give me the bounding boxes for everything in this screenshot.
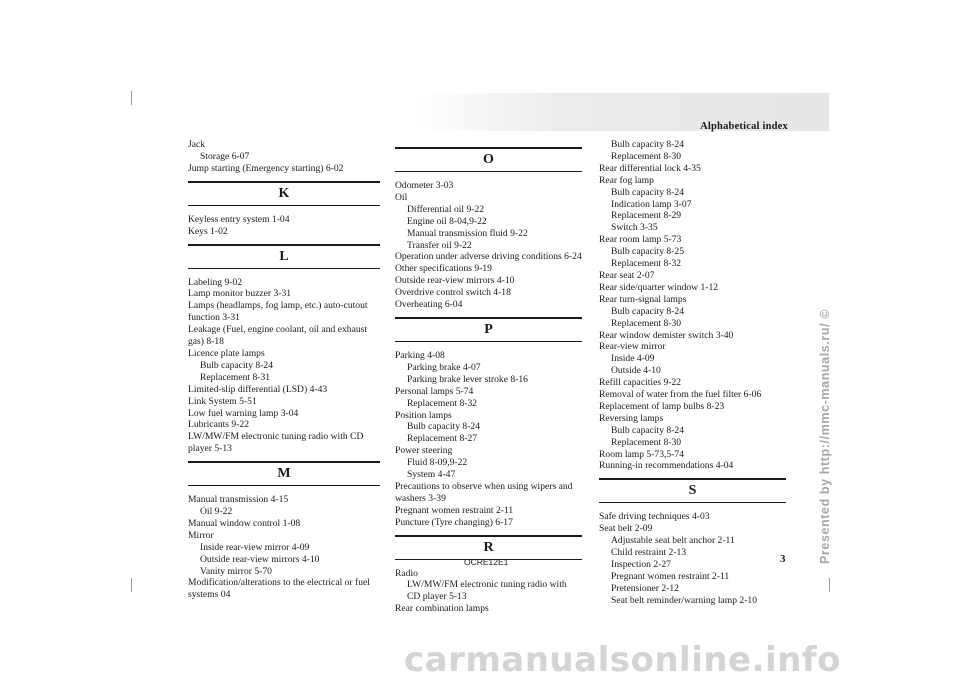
index-subentry: Replacement 8-30 (611, 317, 682, 329)
index-entry: Mirror (188, 529, 214, 541)
index-subentry: Pretensioner 2-12 (611, 582, 679, 594)
crop-mark-top-left (131, 91, 132, 105)
index-subentry: Inspection 2-27 (611, 559, 671, 570)
index-subentry: Manual transmission fluid 9-22 (407, 227, 528, 239)
section-rule-bottom (188, 205, 380, 206)
index-subentry: Engine oil 8-04,9-22 (407, 215, 487, 227)
index-entry: Pregnant women restraint 2-11 (395, 504, 514, 516)
index-subentry: Parking brake lever stroke 8-16 (407, 373, 528, 385)
index-entry: Running-in recommendations 4-04 (599, 460, 734, 472)
crop-mark-bottom-left (131, 578, 132, 592)
index-entry: Outside rear-view mirrors 4-10 (395, 275, 515, 287)
index-entry: Lamps (headlamps, fog lamp, etc.) auto-cutout function 3-31 (188, 300, 368, 324)
index-subentry: Bulb capacity 8-24 (200, 359, 273, 371)
index-subentry: Replacement 8-30 (611, 436, 682, 448)
index-subentry: Indication lamp 3-07 (611, 198, 692, 210)
section-letter: S (688, 483, 697, 499)
index-entry: Rear seat 2-07 (599, 269, 655, 281)
index-entry: Rear differential lock 4-35 (599, 162, 701, 174)
index-subentry: Adjustable seat belt anchor 2-11 (611, 535, 735, 547)
index-subentry: Replacement 8-30 (611, 150, 682, 162)
index-entry: Removal of water from the fuel filter 6-06 (599, 389, 762, 401)
section-rule-bottom (188, 268, 380, 269)
section-header-k (188, 181, 380, 206)
index-subentry: Bulb capacity 8-24 (611, 186, 684, 198)
index-entry: Rear window demister switch 3-40 (599, 329, 734, 341)
index-entry: Refill capacities 9-22 (599, 377, 682, 389)
index-entry: Odometer 3-03 (395, 180, 454, 191)
index-entry: Keyless entry system 1-04 (188, 213, 290, 225)
section-rule-bottom (395, 171, 582, 172)
section-letter: M (277, 466, 291, 482)
section-letter: P (484, 321, 493, 337)
section-header-o (395, 147, 582, 172)
index-subentry: Bulb capacity 8-25 (611, 246, 684, 258)
watermark-text: Presented by http://mmc-manuals.ru/ © (818, 308, 832, 564)
index-subentry: LW/MW/FM electronic tuning radio with CD player 5-13 (407, 579, 567, 603)
section-rule-bottom (599, 502, 786, 503)
section-letter: R (483, 539, 494, 555)
index-subentry: Fluid 8-09,9-22 (407, 457, 468, 469)
index-entry: LW/MW/FM electronic tuning radio with CD player 5-13 (188, 431, 364, 455)
index-subentry: Bulb capacity 8-24 (407, 421, 480, 433)
index-subentry: Replacement 8-27 (407, 433, 478, 445)
index-subentry: Inside rear-view mirror 4-09 (200, 541, 310, 553)
index-entry: Rear room lamp 5-73 (599, 234, 682, 246)
index-entry: Overdrive control switch 4-18 (395, 287, 511, 299)
document-code: OCRE12E1 (464, 557, 509, 567)
index-entry: Rear-view mirror (599, 341, 666, 353)
index-subentry: Seat belt reminder/warning lamp 2-10 (611, 594, 757, 606)
index-entry: Jump starting (Emergency starting) 6-02 (188, 162, 344, 174)
index-column-1 (188, 139, 380, 601)
index-subentry: Transfer oil 9-22 (407, 239, 472, 251)
section-header-s (599, 478, 786, 503)
index-entry: Oil (395, 191, 408, 203)
index-subentry: Replacement 8-32 (611, 258, 682, 270)
index-entry: Lamp monitor buzzer 3-31 (188, 288, 292, 300)
index-entry: Manual transmission 4-15 (188, 494, 289, 506)
index-subentry: Outside rear-view mirrors 4-10 (200, 553, 320, 565)
index-entry: Personal lamps 5-74 (395, 385, 474, 397)
index-entry: Puncture (Tyre changing) 6-17 (395, 516, 513, 528)
index-column-3 (599, 139, 786, 607)
index-subentry: System 4-47 (407, 469, 456, 481)
index-subentry: Switch 3-35 (611, 222, 658, 234)
index-subentry: Outside 4-10 (611, 365, 661, 377)
site-watermark: carmanualsonline.info (404, 640, 842, 680)
index-entry: Parking 4-08 (395, 349, 445, 361)
index-entry: Overheating 6-04 (395, 299, 463, 311)
section-header-l (188, 244, 380, 269)
section-rule-bottom (395, 341, 582, 342)
index-entry: Lubricants 9-22 (188, 419, 250, 431)
index-subentry: Replacement 8-32 (407, 397, 478, 409)
page-number: 3 (780, 553, 786, 565)
index-entry: Position lamps (395, 409, 452, 421)
index-entry: Leakage (Fuel, engine coolant, oil and exhaust gas) 8-18 (188, 324, 368, 348)
index-entry: Power steering (395, 445, 453, 457)
index-subentry: Parking brake 4-07 (407, 361, 481, 373)
index-entry: Operation under adverse driving conditions 6-24 (395, 251, 582, 263)
index-subentry: Vanity mirror 5-70 (200, 565, 272, 577)
index-subentry: Replacement 8-31 (200, 371, 271, 383)
index-entry: Licence plate lamps (188, 347, 265, 359)
section-rule-bottom (188, 485, 380, 486)
index-subentry: Differential oil 9-22 (407, 203, 485, 215)
index-entry: Manual window control 1-08 (188, 517, 301, 529)
index-entry: Link System 5-51 (188, 395, 257, 407)
index-subentry: Bulb capacity 8-24 (611, 305, 684, 317)
crop-mark-bottom-right (829, 578, 830, 592)
index-entry: Radio (395, 567, 418, 579)
section-letter: K (278, 185, 290, 201)
index-subentry: Oil 9-22 (200, 506, 233, 518)
index-entry: Rear fog lamp (599, 174, 654, 186)
section-letter: L (279, 248, 289, 264)
index-entry: Rear turn-signal lamps (599, 293, 687, 305)
index-entry: Reversing lamps (599, 412, 664, 424)
index-entry: Room lamp 5-73,5-74 (599, 448, 685, 460)
index-entry: Limited-slip differential (LSD) 4-43 (188, 383, 328, 395)
section-letter: O (483, 152, 494, 167)
index-subentry: Child restraint 2-13 (611, 547, 687, 559)
index-entry: Replacement of lamp bulbs 8-23 (599, 400, 725, 412)
index-entry: Modification/alterations to the electrical or fuel systems 04 (188, 577, 370, 601)
index-entry: Labeling 9-02 (188, 276, 243, 288)
section-header-m (188, 461, 380, 486)
index-entry: Rear combination lamps (395, 603, 489, 615)
index-entry: Seat belt 2-09 (599, 523, 653, 535)
index-subentry: Bulb capacity 8-24 (611, 424, 684, 436)
index-column-2 (395, 139, 582, 615)
index-subentry: Inside 4-09 (611, 353, 655, 365)
index-entry: Rear side/quarter window 1-12 (599, 281, 719, 293)
index-subentry: Pregnant women restraint 2-11 (611, 570, 730, 582)
index-subentry: Bulb capacity 8-24 (611, 139, 684, 150)
section-header-r (395, 535, 582, 560)
section-header-p (395, 317, 582, 342)
index-entry: Precautions to observe when using wipers and washers 3-39 (395, 480, 573, 504)
index-entry: Other specifications 9-19 (395, 263, 492, 275)
index-entry: Keys 1-02 (188, 225, 228, 237)
index-entry: Low fuel warning lamp 3-04 (188, 407, 299, 419)
index-entry: Jack (188, 139, 206, 150)
index-subentry: Replacement 8-29 (611, 210, 682, 222)
index-subentry: Storage 6-07 (200, 150, 250, 162)
index-entry: Safe driving techniques 4-03 (599, 511, 710, 523)
page-title: Alphabetical index (700, 121, 788, 132)
